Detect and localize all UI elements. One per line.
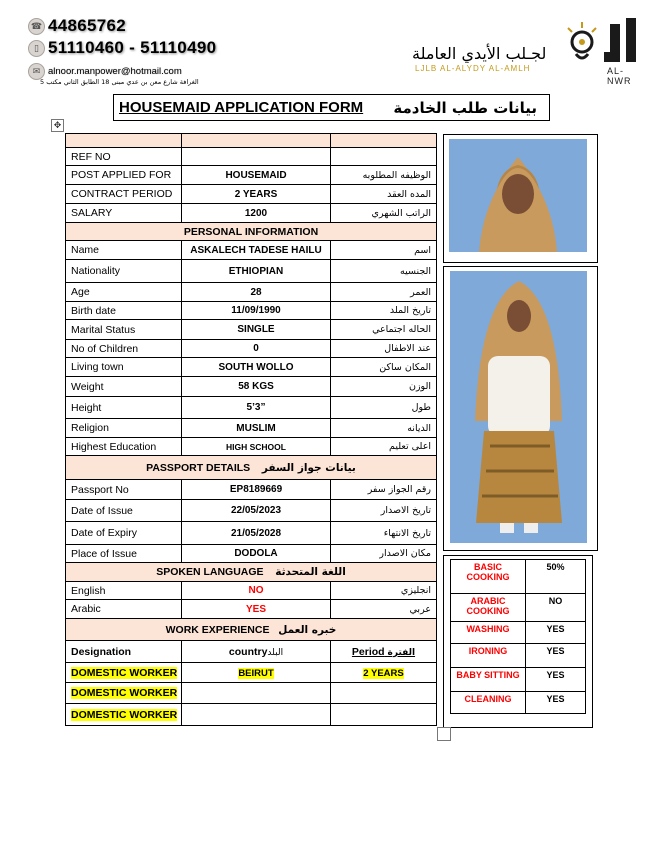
company-logo: [412, 14, 644, 86]
field-value: ETHIOPIAN: [182, 260, 331, 283]
field-label: Passport No: [66, 480, 182, 500]
designation-cell: [66, 663, 182, 683]
designation-value: DOMESTIC WORKER: [71, 708, 178, 721]
field-label: Religion: [66, 419, 182, 438]
section-title-cell: [66, 619, 437, 641]
table-row: [66, 340, 437, 358]
skill-value: YES: [526, 644, 586, 668]
section-header-language: [66, 563, 437, 582]
table-row: [66, 545, 437, 563]
table-row: [66, 397, 437, 419]
field-label-arabic: المده العقد: [331, 185, 437, 204]
skill-row: [451, 560, 586, 594]
field-value: DODOLA: [182, 545, 331, 563]
table-row: [66, 260, 437, 283]
field-label-arabic: رقم الجواز سفر: [331, 480, 437, 500]
field-label-arabic: تاريخ الملد: [331, 302, 437, 320]
field-label: Nationality: [66, 260, 182, 283]
field-label: Age: [66, 283, 182, 302]
field-label-arabic: الوظيفه المطلوبه: [331, 166, 437, 185]
field-label: Birth date: [66, 302, 182, 320]
field-value: 0: [182, 340, 331, 358]
field-label-arabic: الوزن: [331, 377, 437, 397]
skill-row: [451, 594, 586, 622]
table-row: [66, 241, 437, 260]
section-title-arabic: خبره العمل: [278, 623, 337, 636]
mobile-numbers: 51110460 - 51110490: [48, 38, 217, 57]
designation-cell: [66, 683, 182, 704]
table-row: [66, 148, 437, 166]
field-label-arabic: عند الاطفال: [331, 340, 437, 358]
office-address: الغرافة شارع معن بن عدي مبنى 18 الطابق الثاني مكتب 5: [40, 78, 199, 86]
field-value: YES: [182, 600, 331, 619]
section-title: WORK EXPERIENCE: [165, 623, 270, 636]
section-title: SPOKEN LANGUAGE: [156, 566, 264, 578]
logo-english-text: LJLB AL-ALYDY AL-AMLH: [415, 64, 531, 73]
field-label: English: [66, 582, 182, 600]
field-value: 5’3”: [182, 397, 331, 419]
field-value: 28: [182, 283, 331, 302]
phone-number: 44865762: [48, 16, 127, 35]
logo-brand-text: AL-NWR: [607, 66, 632, 86]
section-title-arabic: اللغة المتحدثة: [275, 566, 346, 578]
section-header-passport: [66, 456, 437, 480]
field-label: REF NO: [66, 148, 182, 166]
field-label: Place of Issue: [66, 545, 182, 563]
designation-value: DOMESTIC WORKER: [71, 666, 178, 679]
country-value: BEIRUT: [238, 667, 274, 679]
table-row: [66, 480, 437, 500]
field-value: 58 KGS: [182, 377, 331, 397]
table-row: [66, 522, 437, 545]
country-value: [182, 704, 331, 726]
section-title-cell: [66, 456, 437, 480]
field-value: 21/05/2028: [182, 522, 331, 545]
field-value: SOUTH WOLLO: [182, 358, 331, 377]
section-header-work: [66, 619, 437, 641]
field-value: NO: [182, 582, 331, 600]
skill-name: ARABIC COOKING: [451, 594, 526, 622]
table-top-header: [66, 134, 437, 148]
period-cell: [331, 663, 437, 683]
field-value: ASKALECH TADESE HAILU: [182, 241, 331, 260]
table-row: [66, 204, 437, 223]
field-label: Weight: [66, 377, 182, 397]
field-label-arabic: عربي: [331, 600, 437, 619]
field-value: SINGLE: [182, 320, 331, 340]
title-arabic: بيانات طلب الخادمة: [393, 98, 537, 117]
skill-name: BASIC COOKING: [451, 560, 526, 594]
skill-row: [451, 668, 586, 692]
country-header-arabic: البلد: [267, 647, 284, 658]
work-row: [66, 663, 437, 683]
field-label-arabic: تاريخ الانتهاء: [331, 522, 437, 545]
title-english: HOUSEMAID APPLICATION FORM: [119, 99, 364, 116]
section-title: PERSONAL INFORMATION: [66, 223, 437, 241]
field-label: Arabic: [66, 600, 182, 619]
skill-name: CLEANING: [451, 692, 526, 714]
skill-row: [451, 622, 586, 644]
table-move-handle-icon[interactable]: ✥: [51, 119, 64, 132]
section-title-cell: [66, 563, 437, 582]
skills-table: [450, 559, 586, 714]
table-row: [66, 302, 437, 320]
table-row: [66, 377, 437, 397]
field-label-arabic: الجنسيه: [331, 260, 437, 283]
work-row: [66, 683, 437, 704]
period-value: [331, 704, 437, 726]
table-row: [66, 358, 437, 377]
period-header-cell: [331, 641, 437, 663]
logo-arabic-text: لجـلب الأيدي العاملة: [412, 44, 547, 63]
portrait-photo: [449, 139, 587, 252]
country-header-cell: [182, 641, 331, 663]
country-cell: [182, 663, 331, 683]
field-label: Date of Expiry: [66, 522, 182, 545]
period-header-arabic: الفترة: [387, 647, 416, 658]
form-title: [113, 94, 550, 121]
section-title-arabic: بيانات جواز السفر: [261, 461, 356, 474]
skill-name: IRONING: [451, 644, 526, 668]
designation-cell: [66, 704, 182, 726]
table-row: [66, 185, 437, 204]
table-resize-handle[interactable]: [437, 727, 451, 741]
field-label-arabic: [331, 148, 437, 166]
field-value: 1200: [182, 204, 331, 223]
section-title: PASSPORT DETAILS: [146, 461, 251, 474]
table-row: [66, 283, 437, 302]
fullbody-photo: [450, 271, 587, 543]
table-row: [66, 500, 437, 522]
period-value: 2 YEARS: [363, 667, 404, 679]
field-label-arabic: المكان ساكن: [331, 358, 437, 377]
field-label: Living town: [66, 358, 182, 377]
field-label-arabic: اسم: [331, 241, 437, 260]
fullbody-figure-icon: [450, 271, 587, 543]
phone-icon: ☎: [28, 18, 45, 35]
skill-value: 50%: [526, 560, 586, 594]
field-label: No of Children: [66, 340, 182, 358]
field-label-arabic: اعلى تعليم: [331, 438, 437, 456]
field-label-arabic: الديانه: [331, 419, 437, 438]
mobile-icon: ▯: [28, 40, 45, 57]
portrait-figure-icon: [449, 139, 587, 252]
field-label-arabic: الراتب الشهري: [331, 204, 437, 223]
logo-mark-icon: [560, 14, 644, 68]
skill-value: YES: [526, 622, 586, 644]
skill-name: WASHING: [451, 622, 526, 644]
field-label-arabic: الحاله اجتماعي: [331, 320, 437, 340]
skill-value: NO: [526, 594, 586, 622]
field-label: SALARY: [66, 204, 182, 223]
skill-row: [451, 692, 586, 714]
field-value: [182, 148, 331, 166]
field-label-arabic: طول: [331, 397, 437, 419]
field-value: HOUSEMAID: [182, 166, 331, 185]
field-label: Name: [66, 241, 182, 260]
field-value: HIGH SCHOOL: [182, 438, 331, 456]
work-row: [66, 704, 437, 726]
field-label-arabic: انجليزي: [331, 582, 437, 600]
field-label: CONTRACT PERIOD: [66, 185, 182, 204]
table-row: [66, 582, 437, 600]
work-column-headers: [66, 641, 437, 663]
field-label: Highest Education: [66, 438, 182, 456]
skill-value: YES: [526, 692, 586, 714]
designation-header: Designation: [66, 641, 182, 663]
country-value: [182, 683, 331, 704]
field-label: POST APPLIED FOR: [66, 166, 182, 185]
designation-value: DOMESTIC WORKER: [71, 687, 178, 699]
phone-contact: [28, 16, 126, 36]
skill-value: YES: [526, 668, 586, 692]
field-value: MUSLIM: [182, 419, 331, 438]
email-address: alnoor.manpower@hotmail.com: [48, 66, 182, 77]
application-table: [65, 133, 437, 726]
table-row: [66, 166, 437, 185]
field-value: 11/09/1990: [182, 302, 331, 320]
section-header-personal: [66, 223, 437, 241]
field-label-arabic: العمر: [331, 283, 437, 302]
field-value: 22/05/2023: [182, 500, 331, 522]
period-value: [331, 683, 437, 704]
country-header: country: [228, 645, 268, 658]
mobile-contact: [28, 38, 216, 58]
table-row: [66, 320, 437, 340]
field-value: 2 YEARS: [182, 185, 331, 204]
table-row: [66, 438, 437, 456]
field-label-arabic: تاريخ الاصدار: [331, 500, 437, 522]
skill-name: BABY SITTING: [451, 668, 526, 692]
field-label: Date of Issue: [66, 500, 182, 522]
field-label-arabic: مكان الاصدار: [331, 545, 437, 563]
period-header: Period: [351, 645, 385, 658]
table-row: [66, 419, 437, 438]
field-value: EP8189669: [182, 480, 331, 500]
email-icon: ✉: [28, 63, 45, 80]
table-row: [66, 600, 437, 619]
field-label: Height: [66, 397, 182, 419]
skill-row: [451, 644, 586, 668]
field-label: Marital Status: [66, 320, 182, 340]
